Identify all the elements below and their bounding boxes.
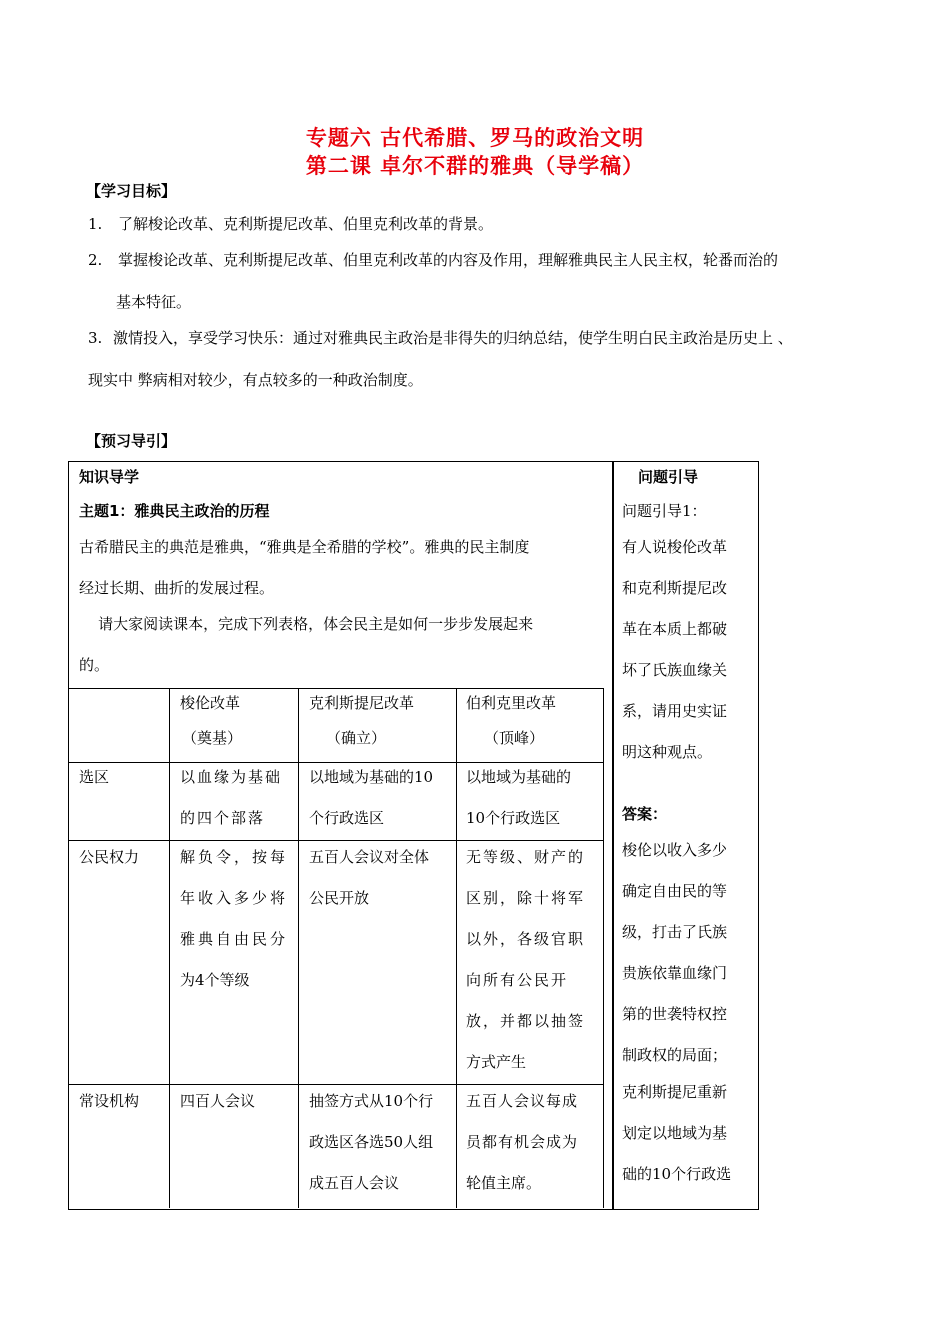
question-line: 革在本质上都破	[622, 620, 728, 638]
answer-line: 梭伦以收入多少	[622, 841, 728, 859]
answer-line: 克利斯提尼重新	[622, 1083, 728, 1101]
cell-district-pericles: 以地域为基础的 10个行政选区	[466, 768, 572, 827]
col-sub-cleisthenes: （确立）	[326, 729, 387, 747]
col-sub-solon: （奠基）	[182, 729, 243, 747]
cell-institution-pericles: 五百人会议每成 员都有机会成为 轮值主席。	[466, 1092, 579, 1192]
topic-title: 主题1：雅典民主政治的历程	[79, 502, 270, 520]
intro-line-1: 古希腊民主的典范是雅典，“雅典是全希腊的学校”。雅典的民主制度	[79, 538, 530, 556]
col-header-pericles: 伯利克里改革	[466, 694, 557, 712]
question-line: 有人说梭伦改革	[622, 538, 728, 556]
row-label-institution: 常设机构	[79, 1092, 140, 1110]
doc-title-line2: 第二课 卓尔不群的雅典（导学稿）	[305, 154, 645, 178]
intro-line-3: 请大家阅读课本，完成下列表格，体会民主是如何一步步发展起来	[79, 615, 534, 633]
intro-line-2: 经过长期、曲折的发展过程。	[79, 579, 275, 597]
objective-3-num: 3.	[88, 329, 103, 347]
answer-line: 贵族依靠血缘门	[622, 964, 728, 982]
question-line: 和克利斯提尼改	[622, 579, 728, 597]
doc-title-line1: 专题六 古代希腊、罗马的政治文明	[305, 126, 645, 150]
objective-2-cont: 基本特征。	[116, 293, 192, 311]
question-label: 问题引导1：	[622, 502, 707, 520]
cell-institution-cleisthenes: 抽签方式从10个行 政选区各选50人组 成五百人会议	[309, 1092, 434, 1192]
objective-1-text: 了解梭论改革、克利斯提尼改革、伯里克利改革的背景。	[118, 215, 494, 233]
answer-line: 确定自由民的等	[622, 882, 728, 900]
objective-2-text: 掌握梭论改革、克利斯提尼改革、伯里克利改革的内容及作用，理解雅典民主人民主权，轮番而治的	[118, 251, 779, 269]
answer-label: 答案：	[622, 805, 668, 823]
col-sub-pericles: （顶峰）	[484, 729, 545, 747]
objectives-heading: 【学习目标】	[86, 182, 177, 200]
row-label-rights: 公民权力	[79, 848, 140, 866]
cell-district-cleisthenes: 以地域为基础的10 个行政选区	[309, 768, 434, 827]
answer-line: 第的世袭特权控	[622, 1005, 728, 1023]
objective-1-num: 1.	[88, 215, 103, 233]
answer-line: 制政权的局面；	[622, 1046, 728, 1064]
knowledge-header: 知识导学	[79, 468, 140, 486]
question-line: 明这种观点。	[622, 743, 713, 761]
intro-line-4: 的。	[79, 656, 110, 674]
question-header: 问题引导	[638, 468, 699, 486]
col-header-solon: 梭伦改革	[180, 694, 241, 712]
answer-line: 划定以地域为基	[622, 1124, 728, 1142]
cell-rights-solon: 解负令，按每 年收入多少将 雅典自由民分 为4个等级	[180, 848, 289, 989]
objective-2-num: 2.	[88, 251, 103, 269]
objective-3-text: 激情投入，享受学习快乐：通过对雅典民主政治是非得失的归纳总结，使学生明白民主政治是历史上 、	[113, 329, 793, 347]
answer-line: 级，打击了氏族	[622, 923, 728, 941]
cell-district-solon: 以血缘为基础 的四个部落	[180, 768, 283, 827]
answer-line: 础的10个行政选	[622, 1165, 732, 1183]
question-line: 坏了氏族血缘关	[622, 661, 728, 679]
question-line: 系，请用史实证	[622, 702, 728, 720]
cell-rights-cleisthenes: 五百人会议对全体 公民开放	[309, 848, 430, 907]
cell-rights-pericles: 无等级、财产的 区别，除十将军 以外，各级官职 向所有公民开 放，并都以抽签 方式产生	[466, 848, 586, 1071]
row-label-district: 选区	[79, 768, 110, 786]
cell-institution-solon: 四百人会议	[180, 1092, 256, 1110]
preview-heading: 【预习导引】	[86, 432, 177, 450]
col-header-cleisthenes: 克利斯提尼改革	[309, 694, 415, 712]
objective-3-cont: 现实中 弊病相对较少，有点较多的一种政治制度。	[88, 371, 423, 389]
